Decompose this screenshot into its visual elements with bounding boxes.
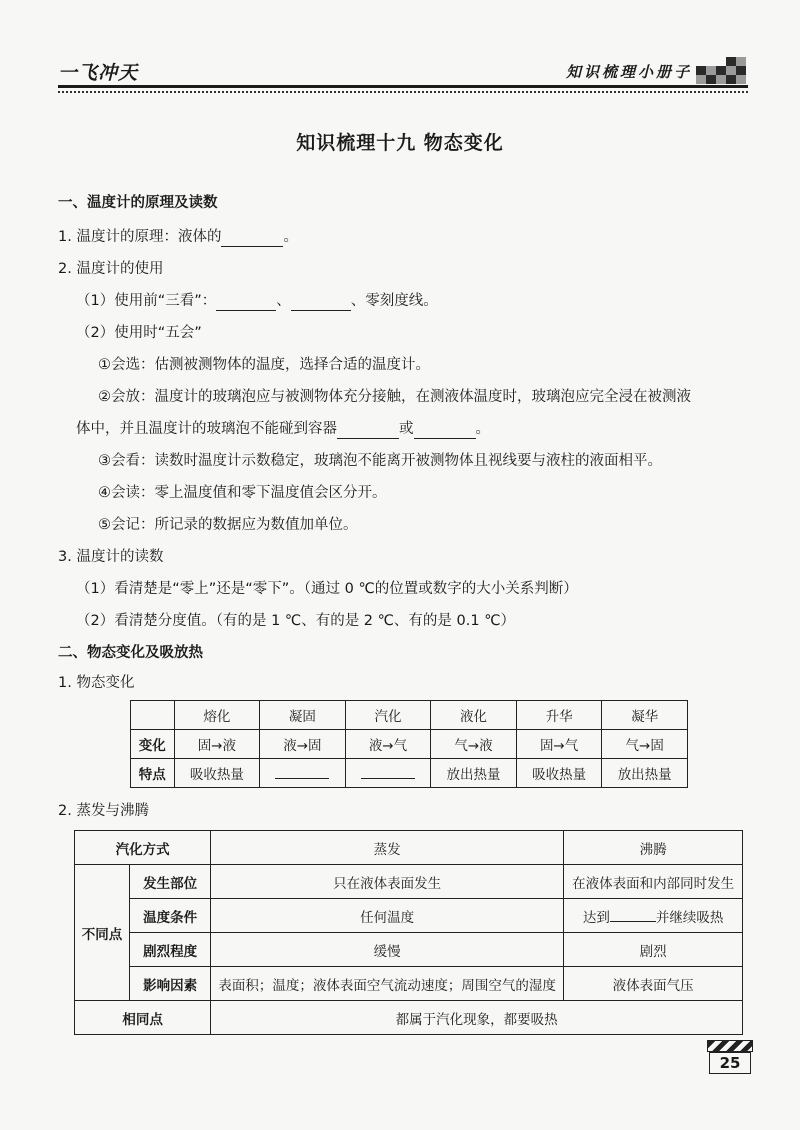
table-row xyxy=(131,701,688,730)
reading-1: （1）看清楚是“零上”还是“零下”。（通过 0 ℃的位置或数字的大小关系判断） xyxy=(76,581,578,597)
table-header: 熔化 xyxy=(174,701,260,730)
table-row xyxy=(75,967,743,1001)
table-header: 液化 xyxy=(431,701,517,730)
text: 或 xyxy=(399,421,414,437)
item-evap-boil: 2. 蒸发与沸腾 xyxy=(58,803,149,819)
answer-blank[interactable] xyxy=(216,294,276,311)
table-cell xyxy=(564,899,743,933)
page-number-badge xyxy=(707,1040,751,1080)
header-dotted-rule xyxy=(58,91,748,93)
row-label: 影响因素 xyxy=(130,967,211,1001)
section-heading-2: 二、物态变化及吸放热 xyxy=(58,645,203,661)
text: 达到 xyxy=(582,909,610,926)
answer-blank[interactable] xyxy=(275,764,329,779)
table-cell: 固→液 xyxy=(174,730,260,759)
state-change-table xyxy=(130,700,688,788)
item-principle xyxy=(58,227,298,247)
answer-blank[interactable] xyxy=(361,764,415,779)
text: 。 xyxy=(475,421,490,437)
rule-select: ①会选：估测被测物体的温度，选择合适的温度计。 xyxy=(98,357,430,373)
text: 。 xyxy=(283,229,298,245)
table-cell xyxy=(131,701,175,730)
item-state-change: 1. 物态变化 xyxy=(58,675,135,691)
table-cell: 任何温度 xyxy=(211,899,564,933)
table-cell: 表面积；温度；液体表面空气流动速度；周围空气的湿度 xyxy=(211,967,564,1001)
row-label: 发生部位 xyxy=(130,865,211,899)
table-cell: 缓慢 xyxy=(211,933,564,967)
table-header: 沸腾 xyxy=(564,831,743,865)
answer-blank[interactable] xyxy=(337,422,399,439)
table-row xyxy=(131,759,688,788)
table-row xyxy=(75,899,743,933)
table-cell: 气→液 xyxy=(431,730,517,759)
page-title: 知识梳理十九 物态变化 xyxy=(296,132,504,154)
table-cell: 液体表面气压 xyxy=(564,967,743,1001)
stripe-decoration-icon xyxy=(707,1040,753,1052)
table-header: 汽化 xyxy=(345,701,431,730)
table-header: 升华 xyxy=(516,701,602,730)
section-heading-1: 一、温度计的原理及读数 xyxy=(58,195,218,211)
table-header: 蒸发 xyxy=(211,831,564,865)
table-header: 汽化方式 xyxy=(75,831,211,865)
table-cell: 放出热量 xyxy=(602,759,688,788)
table-cell: 只在液体表面发生 xyxy=(211,865,564,899)
row-label: 特点 xyxy=(131,759,175,788)
reading-2: （2）看清楚分度值。（有的是 1 ℃、有的是 2 ℃、有的是 0.1 ℃） xyxy=(76,613,515,629)
page-number: 25 xyxy=(709,1052,751,1074)
rule-read: ④会读：零上温度值和零下温度值会区分开。 xyxy=(98,485,387,501)
item-usage-before xyxy=(76,291,438,311)
text: 体中，并且温度计的玻璃泡不能碰到容器 xyxy=(76,421,337,437)
item-reading: 3. 温度计的读数 xyxy=(58,549,164,565)
answer-blank[interactable] xyxy=(291,294,351,311)
header-rule xyxy=(58,85,748,88)
table-cell-blank[interactable] xyxy=(345,759,431,788)
table-row xyxy=(75,831,743,865)
table-cell: 都属于汽化现象，都要吸热 xyxy=(211,1001,743,1035)
table-cell: 吸收热量 xyxy=(174,759,260,788)
row-label: 温度条件 xyxy=(130,899,211,933)
text: 、 xyxy=(276,293,291,309)
table-cell: 气→固 xyxy=(602,730,688,759)
header-left-brand: 一飞冲天 xyxy=(58,62,139,84)
table-header: 凝固 xyxy=(260,701,346,730)
row-label: 变化 xyxy=(131,730,175,759)
rule-place-cont xyxy=(76,419,490,439)
checker-decoration-icon xyxy=(696,52,748,88)
table-cell: 液→气 xyxy=(345,730,431,759)
item-usage-during: （2）使用时“五会” xyxy=(76,325,202,341)
answer-blank[interactable] xyxy=(221,230,283,247)
evaporation-boiling-table xyxy=(74,830,743,1035)
answer-blank[interactable] xyxy=(414,422,476,439)
header-right-title: 知识梳理小册子 xyxy=(566,63,693,81)
table-row xyxy=(131,730,688,759)
item-usage: 2. 温度计的使用 xyxy=(58,261,164,277)
answer-blank[interactable] xyxy=(610,907,656,922)
table-cell: 吸收热量 xyxy=(516,759,602,788)
table-cell: 液→固 xyxy=(260,730,346,759)
rule-place: ②会放：温度计的玻璃泡应与被测物体充分接触，在测液体温度时，玻璃泡应完全浸在被测液 xyxy=(98,389,691,405)
row-label: 剧烈程度 xyxy=(130,933,211,967)
rule-view: ③会看：读数时温度计示数稳定，玻璃泡不能离开被测物体且视线要与液柱的液面相平。 xyxy=(98,453,662,469)
table-cell: 剧烈 xyxy=(564,933,743,967)
text: 并继续吸热 xyxy=(655,909,724,926)
table-header: 凝华 xyxy=(602,701,688,730)
row-group-label: 不同点 xyxy=(75,865,130,1001)
table-row xyxy=(75,1001,743,1035)
table-cell-blank[interactable] xyxy=(260,759,346,788)
text: （1）使用前“三看”： xyxy=(76,293,217,309)
table-cell: 放出热量 xyxy=(431,759,517,788)
rule-record: ⑤会记：所记录的数据应为数值加单位。 xyxy=(98,517,358,533)
table-row xyxy=(75,865,743,899)
table-cell: 在液体表面和内部同时发生 xyxy=(564,865,743,899)
row-label: 相同点 xyxy=(75,1001,211,1035)
text: 1. 温度计的原理：液体的 xyxy=(58,229,222,245)
table-cell: 固→气 xyxy=(516,730,602,759)
table-row xyxy=(75,933,743,967)
text: 、零刻度线。 xyxy=(350,293,438,309)
